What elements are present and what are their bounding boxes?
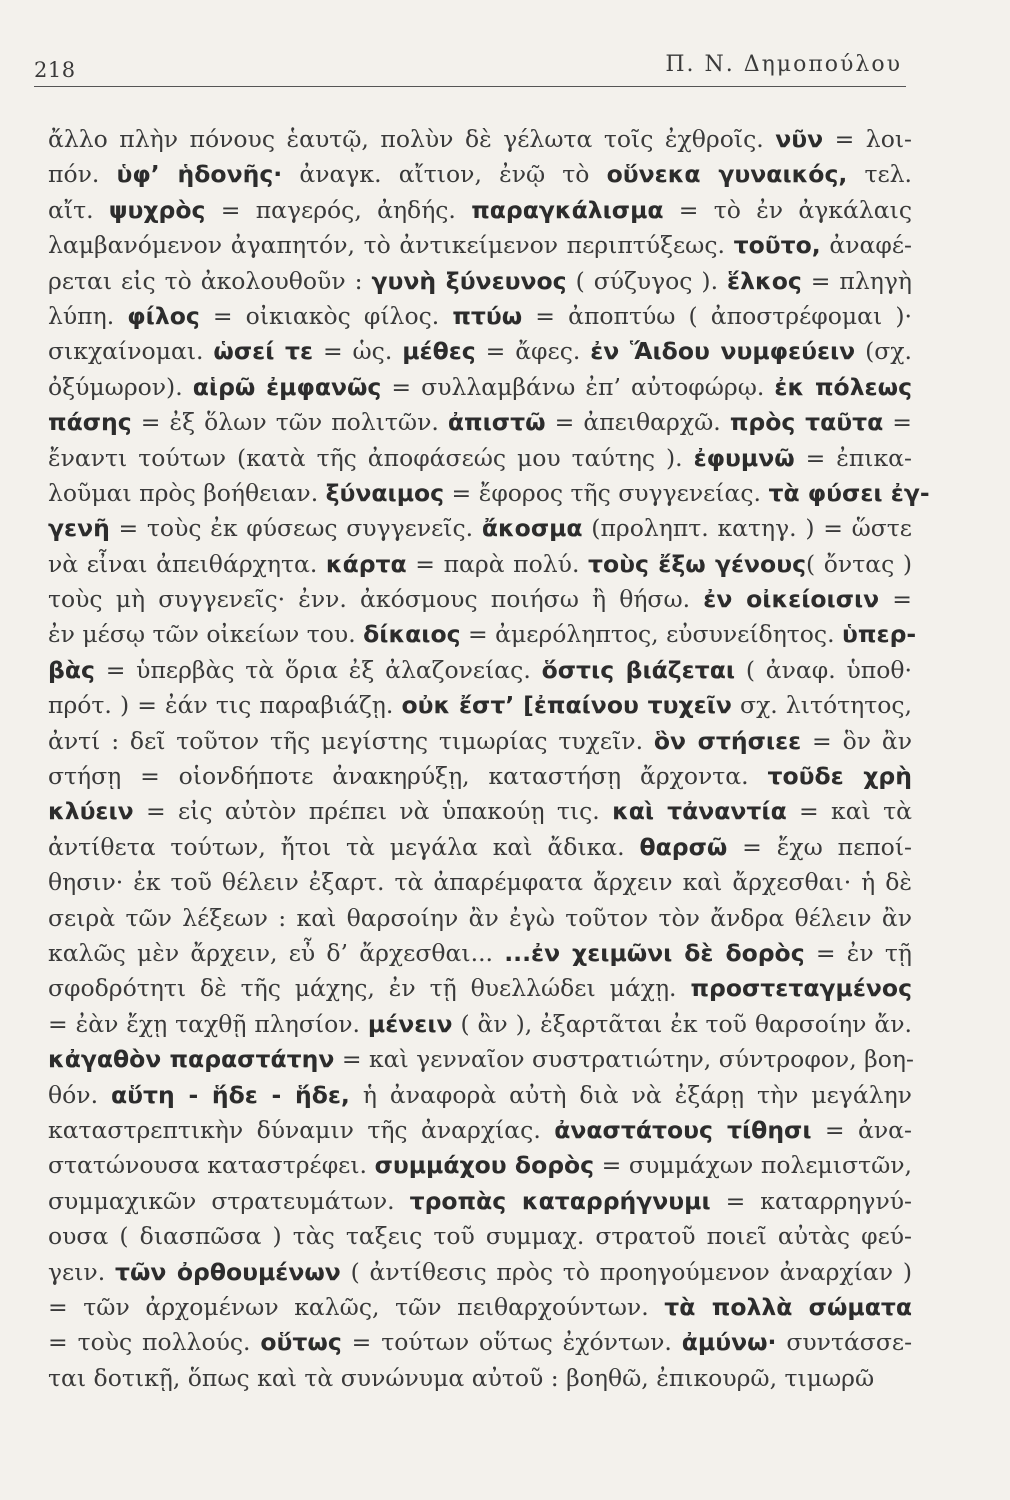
text-line [48,759,912,794]
headword: ξύναιμος [325,478,445,507]
gloss-text: = ἐξ ὅλων τῶν πολιτῶν. [131,408,448,437]
text-line [48,511,912,546]
headword: κλύειν [48,797,134,826]
headword: ὡσεί τε [213,337,314,366]
gloss-text: σικχαίνομαι. [48,337,214,366]
headword: φίλος [127,301,200,330]
gloss-text: = συμμάχων πολεμιστῶν, [594,1151,913,1180]
text-line [48,971,912,1006]
headword: προστεταγμένος [690,974,912,1003]
text-line [48,936,912,971]
gloss-text: ἀναφέ- [820,231,912,260]
gloss-text: στατώνουσα καταστρέφει. [48,1151,375,1180]
text-line [48,405,912,440]
text-line [48,264,912,299]
headword: συμμάχου δορὸς [374,1151,595,1180]
headword: τὰ πολλὰ σώματα [664,1292,912,1321]
headword: ἕλκος [727,266,802,295]
headword: τοὺς ἔξω γένους [588,549,806,578]
headword: ὃν στήσιεε [653,726,802,755]
text-line [48,547,912,582]
gloss-text: = ἀπειθαρχῶ. [545,408,730,437]
headword: ὅστις βιάζεται [541,655,736,684]
gloss-text: σφοδρότητι δὲ τῆς μάχης, ἐν τῇ θυελλώδει μάχῃ. [48,974,691,1003]
gloss-text: = τούτων οὕτως ἐχόντων. [341,1328,682,1357]
gloss-text: = ἔφορος τῆς συγγενείας. [444,478,769,507]
text-line [48,370,912,405]
text-line [48,299,912,334]
headword: κάρτα [325,549,407,578]
page-number: 218 [34,58,76,82]
text-line [48,1290,912,1325]
text-line [48,122,912,157]
text-line [48,334,912,369]
gloss-text: σειρὰ τῶν λέξεων : καὶ θαρσοίην ἂν ἐγὼ τοῦτον τὸν ἄνδρα θέλειν ἂν [48,903,912,932]
gloss-text: θόν. [48,1080,112,1109]
gloss-text: = [883,408,912,437]
gloss-text: = ὡς. [313,337,403,366]
gloss-text: λύπη. [48,301,128,330]
headword: ἐν οἰκείοισιν [703,585,880,614]
headword: πάσης [48,408,132,437]
text-line [48,865,912,900]
gloss-text: = καὶ γενναῖον συστρατιώτην, σύντροφον, βοη- [334,1045,914,1074]
gloss-text: ται δοτικῇ, ὅπως καὶ τὰ συνώνυμα αὐτοῦ : βοηθῶ, ἐπικουρῶ, τιμωρῶ [48,1363,875,1392]
gloss-text: σχ. λιτότητος, [731,691,912,720]
gloss-text: = τοὺς ἐκ φύσεως συγγενεῖς. [109,514,482,543]
gloss-text: = οἰκιακὸς φίλος. [199,301,453,330]
gloss-text: = παγερός, ἀηδής. [205,195,472,224]
gloss-text: (σχ. [855,337,912,366]
text-line [48,1184,912,1219]
headword: ὑφ’ ἡδονῆς· [116,160,283,189]
headword: ἄκοσμα [481,514,583,543]
gloss-text: ( ἀναφ. ὑποθ· [735,655,913,684]
headword: τῶν ὀρθουμένων [114,1257,341,1286]
gloss-text: ἐν μέσῳ τῶν οἰκείων του. [48,620,364,649]
headword: βὰς [48,655,95,684]
headword: ὑπερ- [842,620,917,649]
gloss-text: = ἐν τῇ [804,938,912,967]
gloss-text: = ὃν ἂν [801,726,912,755]
gloss-text: τελ. [847,160,913,189]
headword: ἀπιστῶ [447,408,546,437]
gloss-text: = ἐὰν ἔχῃ ταχθῇ πλησίον. [48,1009,368,1038]
headword: ἐφυμνῶ [693,443,795,472]
gloss-text: = συλλαμβάνω ἐπ’ αὐτοφώρῳ. [381,372,775,401]
headword: μένειν [367,1009,453,1038]
gloss-text: θησιν· ἐκ τοῦ θέλειν ἐξαρτ. τὰ ἀπαρέμφατα ἄρχειν καὶ ἄρχεσθαι· ἡ δὲ [48,868,912,897]
gloss-text: ἔναντι τούτων (κατὰ τῆς ἀποφάσεώς μου ταύτης ). [48,443,694,472]
text-line [48,1325,912,1360]
text-line [48,193,912,228]
gloss-text: ἡ ἀναφορὰ αὐτὴ διὰ νὰ ἐξάρῃ τὴν μεγάλην [349,1080,912,1109]
headword: οὕνεκα γυναικός, [606,160,848,189]
headword: νῦν [775,125,824,153]
text-line [48,724,912,759]
gloss-text: λαμβανόμενον ἀγαπητόν, τὸ ἀντικείμενον περιπτύξεως. [48,231,734,260]
text-line [48,1219,912,1254]
gloss-text: = τοὺς πολλούς. [48,1328,261,1357]
gloss-text: αἴτ. [48,195,109,224]
text-line [48,1007,912,1042]
gloss-text: = πληγὴ [801,266,912,295]
headword: οὕτως [260,1328,342,1357]
gloss-text: ἄλλο πλὴν πόνους ἑαυτῷ, πολὺν δὲ γέλωτα τοῖς ἐχθροῖς. [48,125,776,153]
headword: ἀναστάτους τίθησι [554,1115,812,1144]
gloss-text: = λοι- [823,125,913,153]
headword: αἱρῶ ἐμφανῶς [192,372,382,401]
gloss-text: = εἰς αὐτὸν πρέπει νὰ ὑπακούῃ τις. [133,797,613,826]
gloss-text: = ἀμερόληπτος, εὐσυνείδητος. [460,620,843,649]
headword: γενῆ [48,514,110,543]
text-line [48,1361,912,1396]
gloss-text: ( σύζυγος ). [566,266,728,295]
headword: κἀγαθὸν παραστάτην [48,1045,335,1074]
headword: τὰ φύσει ἐγ- [768,478,930,507]
gloss-text: γειν. [48,1257,115,1286]
gloss-text: = [879,585,912,614]
headword: ...ἐν χειμῶνι δὲ δορὸς [504,938,805,967]
headword: ἀμύνω· [681,1328,777,1357]
headword: πτύω [452,301,523,330]
page-header [34,50,906,87]
gloss-text: = ὑπερβὰς τὰ ὅρια ἐξ ἀλαζονείας. [94,655,542,684]
text-line [48,617,917,652]
gloss-text: συμμαχικῶν στρατευμάτων. [48,1186,410,1215]
text-line [48,688,912,723]
headword: καὶ τἀναντία [612,797,787,826]
gloss-text: = παρὰ πολύ. [406,549,589,578]
text-line [48,901,912,936]
headword: θαρσῶ [639,832,728,861]
gloss-text: ( ἀντίθεσις πρὸς τὸ προηγούμενον ἀναρχίαν ) [340,1257,912,1286]
gloss-text: = ἔχω πεποί- [727,832,912,861]
gloss-text: λοῦμαι πρὸς βοήθειαν. [48,478,326,507]
gloss-text: = ἀποπτύω ( ἀποστρέφομαι )· [522,301,912,330]
text-line [48,830,912,865]
gloss-text: πόν. [48,160,117,189]
gloss-text: = ἄφες. [475,337,591,366]
gloss-text: ἀναγκ. αἴτιον, ἐνῷ τὸ [282,160,607,189]
gloss-text: πρότ. ) = ἐάν τις παραβιάζῃ. [48,691,402,720]
text-line [48,653,912,688]
text-line [48,1113,912,1148]
gloss-text: τοὺς μὴ συγγενεῖς· ἐνν. ἀκόσμους ποιήσω ἢ θήσω. [48,585,704,614]
gloss-text: = καὶ τὰ [786,797,912,826]
text-line [48,1078,912,1113]
headword: παραγκάλισμα [471,195,664,224]
headword: μέθες [402,337,476,366]
gloss-text: = καταρρηγνύ- [710,1186,912,1215]
commentary-text [48,122,930,1396]
gloss-text: καταστρεπτικὴν δύναμιν τῆς ἀναρχίας. [48,1115,555,1144]
text-line [48,1255,912,1290]
gloss-text: = ἐπικα- [794,443,912,472]
headword: οὐκ ἔστ’ [ἐπαίνου τυχεῖν [401,691,732,720]
text-line [48,441,912,476]
gloss-text: = ἀνα- [811,1115,912,1144]
gloss-text: ρεται εἰς τὸ ἀκολουθοῦν : [48,266,372,295]
text-line [48,228,912,263]
gloss-text: ἀντίθετα τούτων, ἤτοι τὰ μεγάλα καὶ ἄδικα. [48,832,640,861]
headword: ἐκ πόλεως [774,372,912,401]
text-line [48,1148,912,1183]
running-title: Π. Ν. Δημοπούλου [665,52,902,77]
headword: γυνὴ ξύνευνος [371,266,567,295]
gloss-text: στήσῃ = οἱονδήποτε ἀνακηρύξῃ, καταστήσῃ ἄρχοντα. [48,762,768,791]
headword: ἐν Ἅιδου νυμφεύειν [590,337,856,366]
headword: τοῦδε χρὴ [767,762,912,791]
headword: πρὸς ταῦτα [729,408,884,437]
gloss-text: (προληπτ. κατηγ. ) = ὥστε [582,514,912,543]
gloss-text: ( ὄντας ) [806,549,912,578]
text-line [48,476,930,511]
gloss-text: ουσα ( διασπῶσα ) τὰς ταξεις τοῦ συμμαχ. στρατοῦ ποιεῖ αὐτὰς φεύ- [48,1222,912,1251]
headword: αὕτη - ἥδε - ἥδε, [111,1080,350,1109]
gloss-text: συντάσσε- [776,1328,913,1357]
gloss-text: = τὸ ἐν ἀγκάλαις [663,195,912,224]
gloss-text: νὰ εἶναι ἀπειθάρχητα. [48,549,326,578]
headword: τοῦτο, [733,231,821,260]
gloss-text: ὀξύμωρον). [48,372,193,401]
gloss-text: = τῶν ἀρχομένων καλῶς, τῶν πειθαρχούντων. [48,1292,665,1321]
headword: δίκαιος [363,620,461,649]
gloss-text: ( ἂν ), ἐξαρτᾶται ἐκ τοῦ θαρσοίην ἄν. [452,1009,913,1038]
gloss-text: καλῶς μὲν ἄρχειν, εὖ δ’ ἄρχεσθαι... [48,938,505,967]
text-line [48,157,912,192]
text-line [48,794,912,829]
text-line [48,1042,912,1077]
headword: ψυχρὸς [108,195,206,224]
gloss-text: ἀντί : δεῖ τοῦτον τῆς μεγίστης τιμωρίας τυχεῖν. [48,726,654,755]
text-line [48,582,912,617]
headword: τροπὰς καταρρήγνυμι [409,1186,711,1215]
